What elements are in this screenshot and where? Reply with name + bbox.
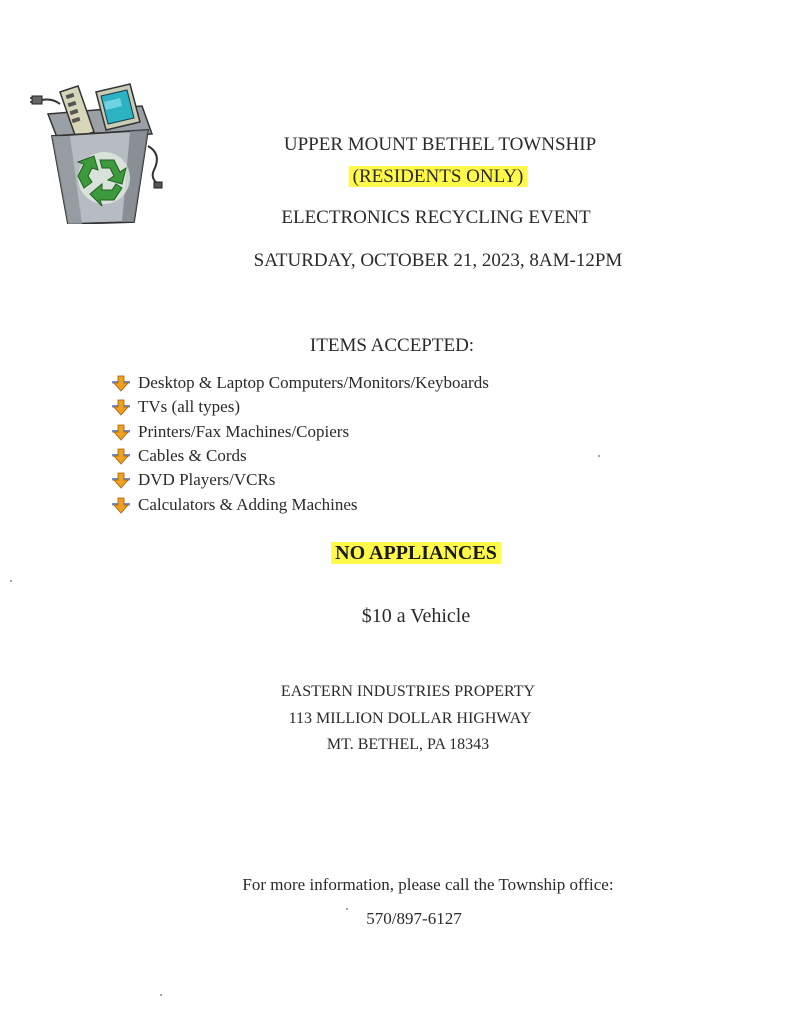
vehicle-fee: $10 a Vehicle — [361, 605, 471, 627]
scan-speck — [10, 580, 12, 582]
list-item — [112, 395, 489, 419]
item-label: Desktop & Laptop Computers/Monitors/Keyboards — [138, 373, 489, 393]
no-appliances-highlight: NO APPLIANCES — [331, 542, 501, 564]
event-date-time: SATURDAY, OCTOBER 21, 2023, 8AM-12PM — [253, 250, 623, 271]
item-label: TVs (all types) — [138, 397, 240, 417]
residents-only-highlight: (RESIDENTS ONLY) — [349, 166, 528, 187]
arrow-down-bullet-icon — [112, 496, 130, 514]
location-name: EASTERN INDUSTRIES PROPERTY — [280, 683, 536, 700]
scan-speck — [598, 455, 600, 457]
location-city: MT. BETHEL, PA 18343 — [326, 736, 490, 753]
list-item — [112, 468, 489, 492]
list-item — [112, 444, 489, 468]
items-accepted-heading: ITEMS ACCEPTED: — [309, 335, 475, 356]
item-label: DVD Players/VCRs — [138, 470, 276, 490]
item-label: Cables & Cords — [138, 446, 247, 466]
item-label: Printers/Fax Machines/Copiers — [138, 421, 350, 441]
arrow-down-bullet-icon — [112, 398, 130, 416]
accepted-items-list — [112, 371, 489, 517]
no-appliances-notice — [331, 542, 501, 565]
location-street: 113 MILLION DOLLAR HIGHWAY — [288, 710, 532, 727]
arrow-down-bullet-icon — [112, 374, 130, 392]
list-item — [112, 371, 489, 395]
residents-only-note — [349, 166, 528, 188]
recycling-bin-electronics-icon — [30, 74, 170, 224]
event-name: ELECTRONICS RECYCLING EVENT — [281, 207, 591, 228]
township-title: UPPER MOUNT BETHEL TOWNSHIP — [283, 134, 597, 155]
scan-speck — [346, 908, 348, 910]
contact-info-text: For more information, please call the Township office: — [242, 875, 614, 894]
arrow-down-bullet-icon — [112, 423, 130, 441]
arrow-down-bullet-icon — [112, 471, 130, 489]
scan-speck — [160, 994, 162, 996]
item-label: Calculators & Adding Machines — [138, 494, 358, 514]
contact-phone: 570/897-6127 — [366, 909, 462, 928]
arrow-down-bullet-icon — [112, 447, 130, 465]
list-item — [112, 492, 489, 516]
list-item — [112, 420, 489, 444]
